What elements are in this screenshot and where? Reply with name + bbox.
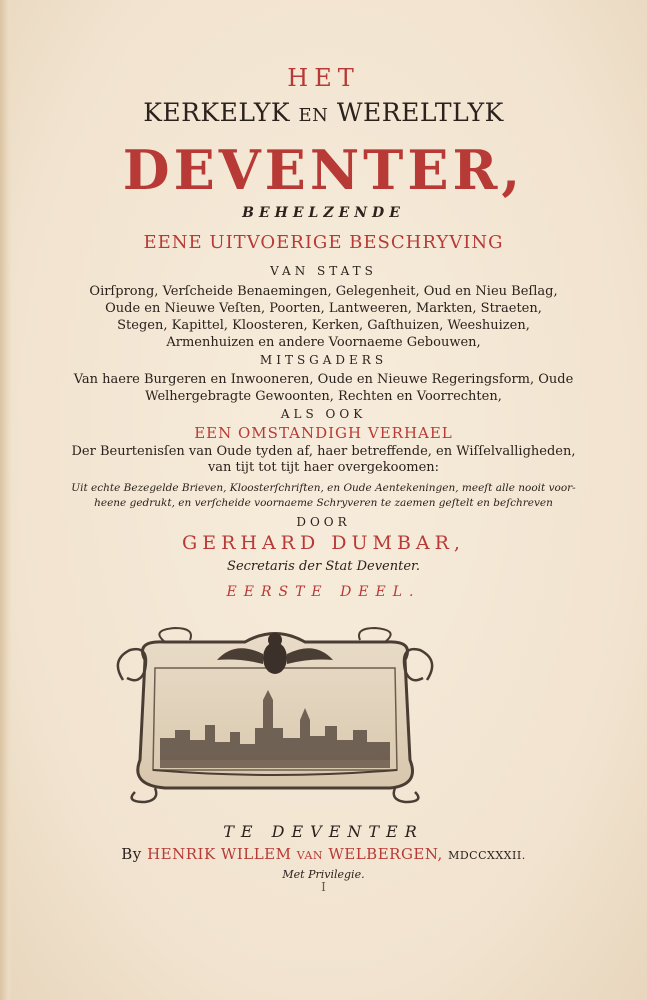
- imprint-printer-surname: WELBERGEN,: [328, 845, 443, 863]
- title-deventer: DEVENTER,: [122, 138, 525, 202]
- body-line: Welhergebragte Gewoonten, Rechten en Voorrechten,: [145, 389, 502, 404]
- title-kerkelyk-wereltlyk: [0, 98, 647, 127]
- body-line: van tijt tot tijt haer overgekoomen:: [207, 460, 440, 475]
- title-en: EN: [298, 105, 329, 126]
- italic-line: Uit echte Bezegelde Brieven, Kloosterſchriften, en Oude Aentekeningen, meeſt alle nooit voor-: [71, 482, 576, 494]
- imprint-printer-name: HENRIK WILLEM: [147, 845, 292, 863]
- signature-mark: I: [321, 880, 326, 894]
- heading-mitsgaders: MITSGADERS: [259, 353, 388, 367]
- imprint-printer-van: VAN: [296, 849, 324, 862]
- heading-omstandigh-verhael: EEN OMSTANDIGH VERHAEL: [194, 424, 453, 442]
- title-wereltlyk: WERELTLYK: [336, 98, 504, 127]
- author-name: GERHARD DUMBAR,: [182, 532, 465, 554]
- title-kerkelyk: KERKELYK: [143, 98, 291, 127]
- italic-line: heene gedrukt, en verſcheide voornaeme Schryveren te zaemen geſtelt en beſchreven: [94, 497, 553, 509]
- body-line: Armenhuizen en andere Voornaeme Gebouwen,: [166, 335, 481, 350]
- body-line: Oirſprong, Verſcheide Benaemingen, Gelegenheit, Oud en Nieu Beſlag,: [89, 284, 558, 299]
- imprint-by: By: [121, 845, 142, 863]
- imprint-printer: [0, 845, 647, 863]
- author-title: Secretaris der Stat Deventer.: [227, 559, 420, 574]
- body-line: Der Beurtenisſen van Oude tyden af, haer betreffende, en Wiſſelvalligheden,: [71, 444, 576, 459]
- body-line: Van haere Burgeren en Inwooneren, Oude en Nieuwe Regeringsform, Oude: [73, 372, 574, 387]
- imprint-place: TE DEVENTER: [223, 822, 424, 841]
- title-het: HET: [287, 64, 360, 92]
- imprint-year: MDCCXXXII.: [448, 849, 526, 862]
- volume-label: EERSTE DEEL.: [226, 584, 421, 600]
- subtitle-van-stats: VAN STATS: [270, 264, 377, 278]
- heading-door: DOOR: [296, 515, 351, 529]
- heading-als-ook: ALS OOK: [280, 407, 367, 421]
- subtitle-beschryving: EENE UITVOERIGE BESCHRYVING: [143, 232, 504, 253]
- body-line: Oude en Nieuwe Veſten, Poorten, Lantweeren, Markten, Straeten,: [105, 301, 542, 316]
- body-line: Stegen, Kapittel, Kloosteren, Kerken, Gaſthuizen, Weeshuizen,: [117, 318, 530, 333]
- engraved-vignette-icon: [105, 620, 445, 805]
- subtitle-behelzende: BEHELZENDE: [242, 205, 405, 221]
- privilege-note: Met Privilegie.: [282, 868, 365, 881]
